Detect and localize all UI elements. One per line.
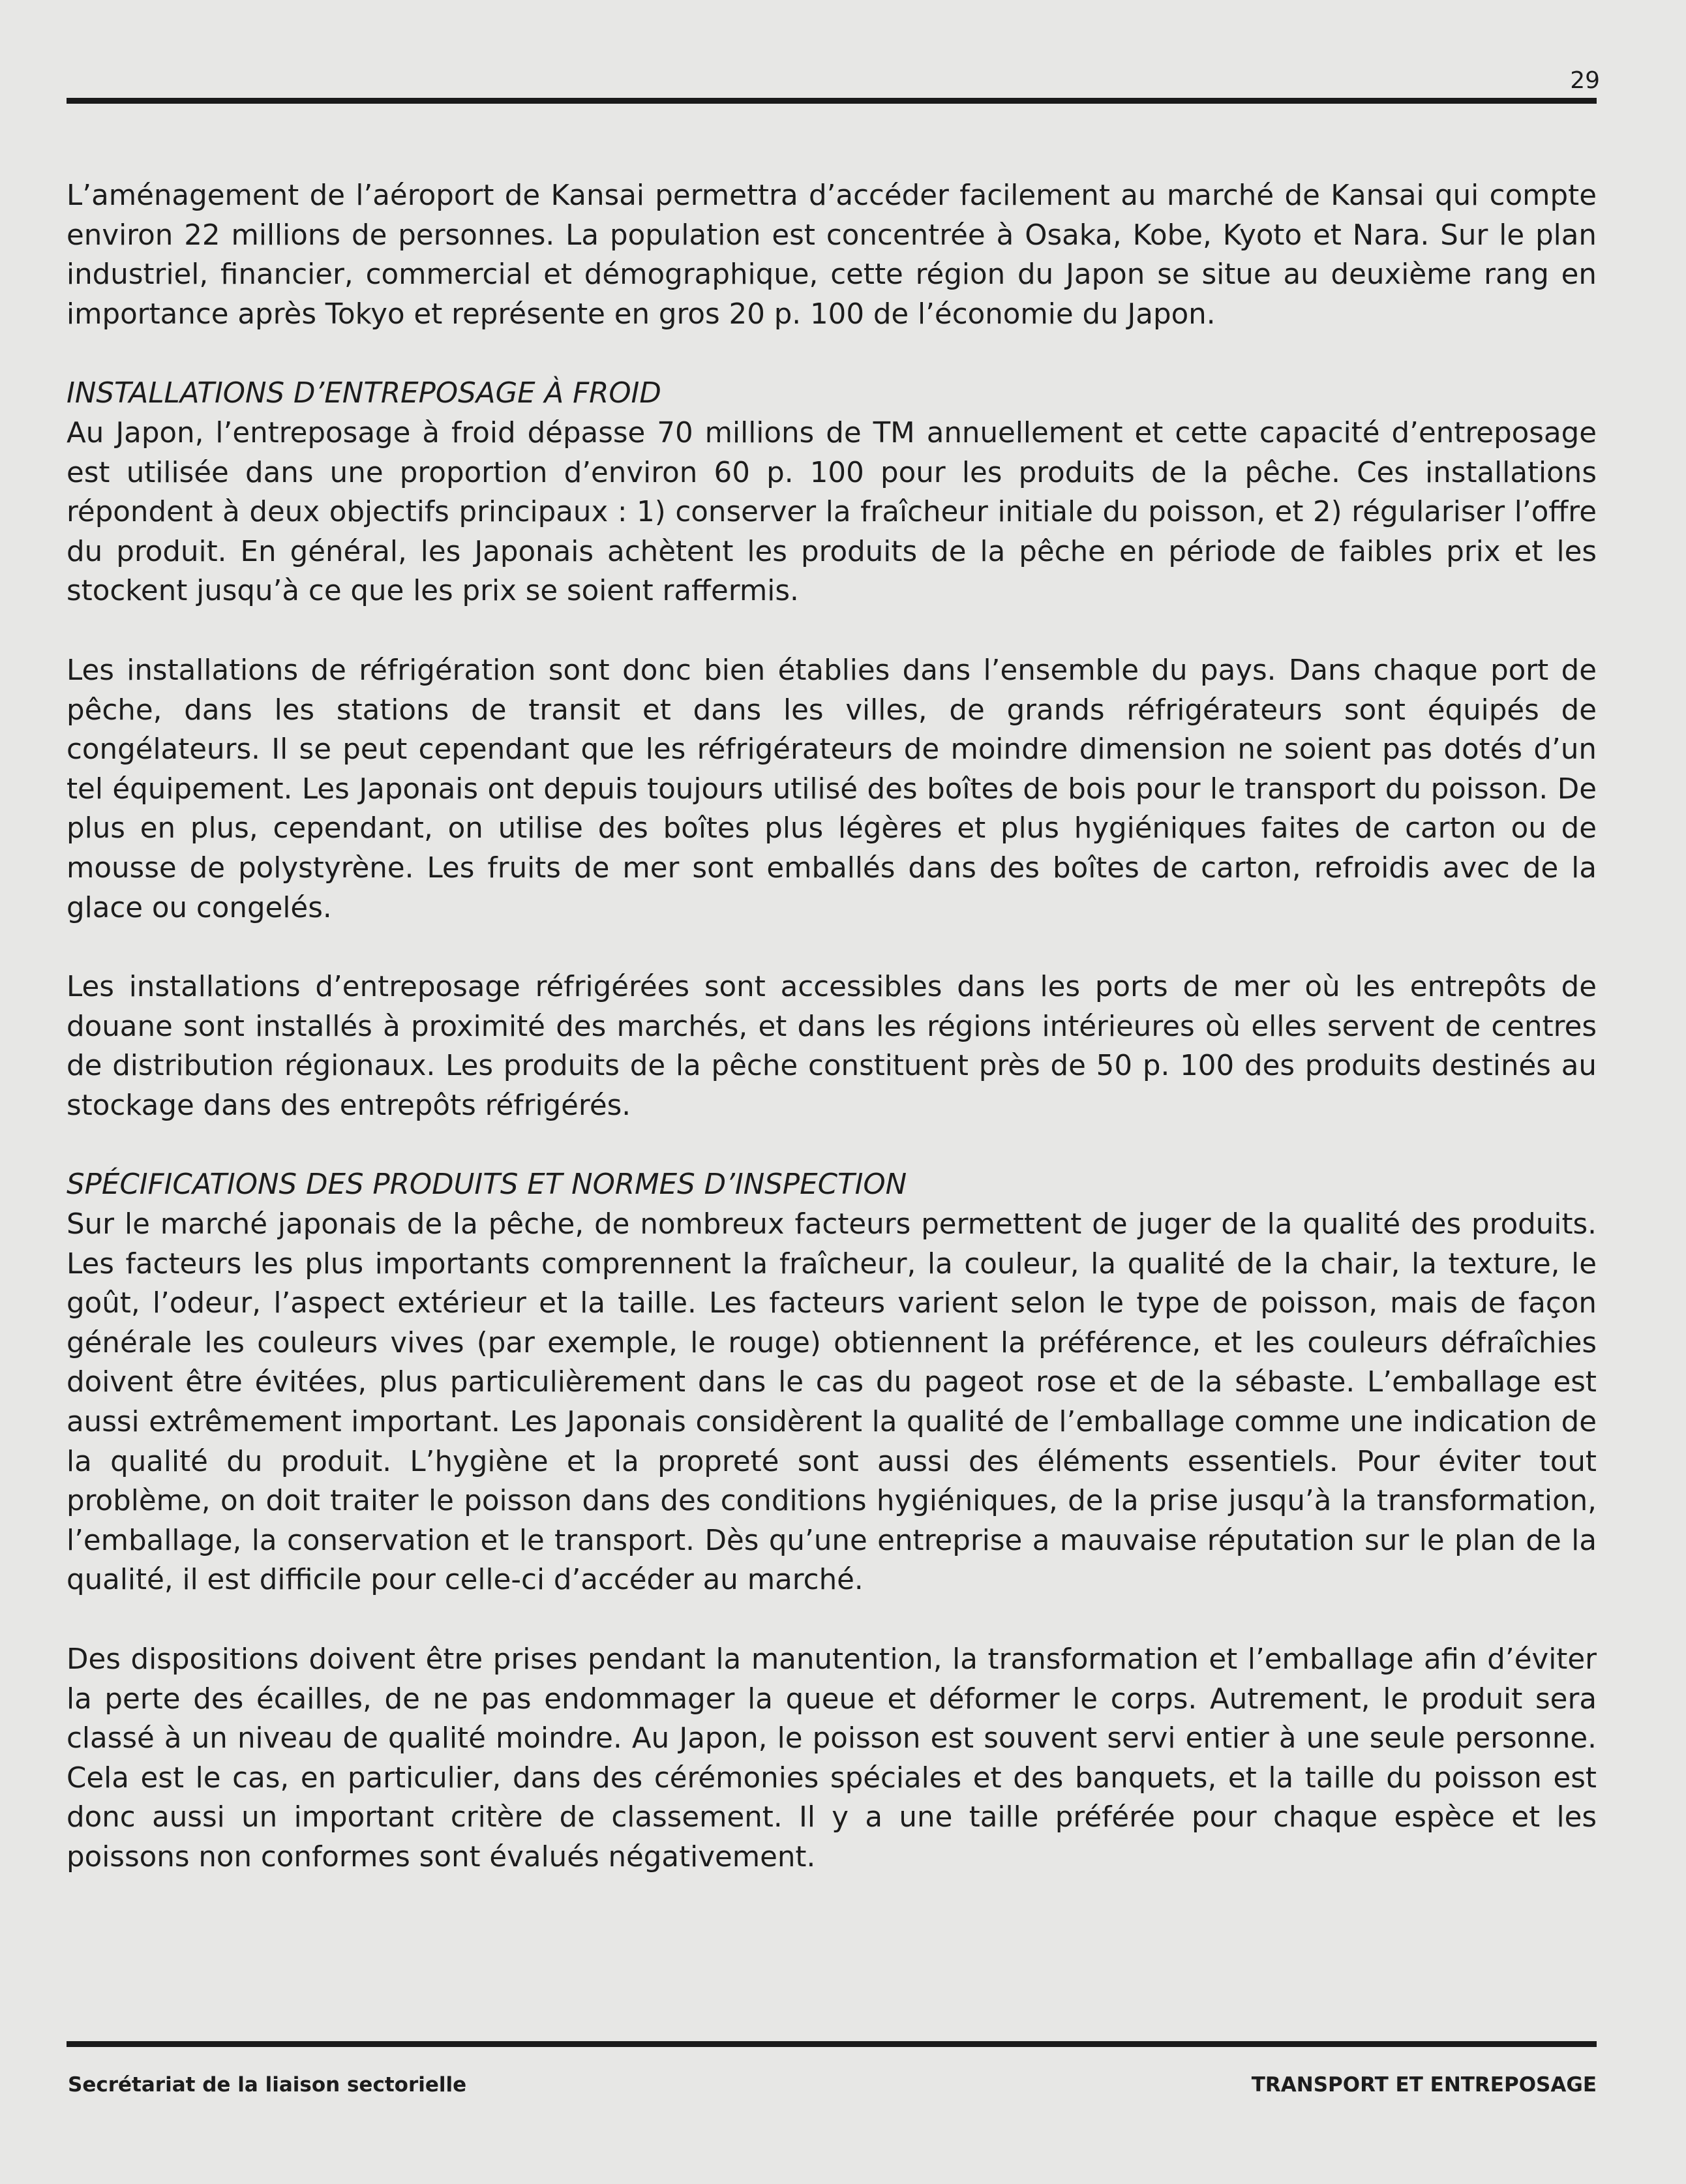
paragraph-kansai: L’aménagement de l’aéroport de Kansai permettra d’accéder facilement au marché de Kansai qui compte environ 22 millions de personnes. La population est concentrée à Osaka, Kobe, Kyoto et Nara. Sur le plan industriel, financier, commercial et démographique, cette région du Japon se situe au deuxième rang en importance après Tokyo et représente en gros 20 p. 100 de l’économie du Japon.: [67, 179, 1597, 331]
section-heading-cold-storage: INSTALLATIONS D’ENTREPOSAGE À FROID: [67, 377, 661, 410]
paragraph-cold-storage-capacity: Au Japon, l’entreposage à froid dépasse 70 millions de TM annuellement et cette capacité d’entreposage est utilisée dans une proportion d’environ 60 p. 100 pour les produits de la pêche. Ces installations répondent à deux objectifs principaux : 1) conserver la fraîcheur initiale du poisson, et 2) régulariser l’offre du produit. En général, les Japonais achètent les produits de la pêche en période de faibles prix et les stockent jusqu’à ce que les prix se soient raffermis.: [67, 416, 1597, 608]
paragraph-refrigeration-facilities: Les installations de réfrigération sont donc bien établies dans l’ensemble du pays. Dans chaque port de pêche, dans les stations de transit et dans les villes, de grands réfrigérateurs sont équipés de congélateurs. Il se peut cependant que les réfrigérateurs de moindre dimension ne soient pas dotés d’un tel équipement. Les Japonais ont depuis toujours utilisé des boîtes de bois pour le transport du poisson. De plus en plus, cependant, on utilise des boîtes plus légères et plus hygiéniques faites de carton ou de mousse de polystyrène. Les fruits de mer sont emballés dans des boîtes de carton, refroidis avec de la glace ou congelés.: [67, 654, 1597, 924]
page-number: 29: [1570, 67, 1600, 94]
footer-right-text: TRANSPORT ET ENTREPOSAGE: [1251, 2073, 1597, 2097]
document-body: [67, 176, 1597, 1917]
paragraph-handling-dispositions: Des dispositions doivent être prises pendant la manutention, la transformation et l’emballage afin d’éviter la perte des écailles, de ne pas endommager la queue et déformer le corps. Autrement, le produit sera classé à un niveau de qualité moindre. Au Japon, le poisson est souvent servi entier à une seule personne. Cela est le cas, en particulier, dans des cérémonies spéciales et des banquets, et la taille du poisson est donc aussi un important critère de classement. Il y a une taille préférée pour chaque espèce et les poissons non conformes sont évalués négativement.: [67, 1643, 1597, 1873]
paragraph-refrigerated-warehouses: Les installations d’entreposage réfrigérées sont accessibles dans les ports de mer où les entrepôts de douane sont installés à proximité des marchés, et dans les régions intérieures où elles servent de centres de distribution régionaux. Les produits de la pêche constituent près de 50 p. 100 des produits destinés au stockage dans des entrepôts réfrigérés.: [67, 971, 1597, 1122]
paragraph-quality-factors: Sur le marché japonais de la pêche, de nombreux facteurs permettent de juger de la qualité des produits. Les facteurs les plus importants comprennent la fraîcheur, la couleur, la qualité de la chair, la texture, le goût, l’odeur, l’aspect extérieur et la taille. Les facteurs varient selon le type de poisson, mais de façon générale les couleurs vives (par exemple, le rouge) obtiennent la préférence, et les couleurs défraîchies doivent être évitées, plus particulièrement dans le cas du pageot rose et de la sébaste. L’emballage est aussi extrêmement important. Les Japonais considèrent la qualité de l’emballage comme une indication de la qualité du produit. L’hygiène et la propreté sont aussi des éléments essentiels. Pour éviter tout problème, on doit traiter le poisson dans des conditions hygiéniques, de la prise jusqu’à la transformation, l’emballage, la conservation et le transport. Dès qu’une entreprise a mauvaise réputation sur le plan de la qualité, il est difficile pour celle-ci d’accéder au marché.: [67, 1208, 1597, 1597]
section-heading-product-specifications: SPÉCIFICATIONS DES PRODUITS ET NORMES D’INSPECTION: [67, 1168, 907, 1202]
footer-left-text: Secrétariat de la liaison sectorielle: [68, 2073, 467, 2097]
header-rule: [67, 98, 1597, 104]
footer-rule: [67, 2041, 1597, 2047]
